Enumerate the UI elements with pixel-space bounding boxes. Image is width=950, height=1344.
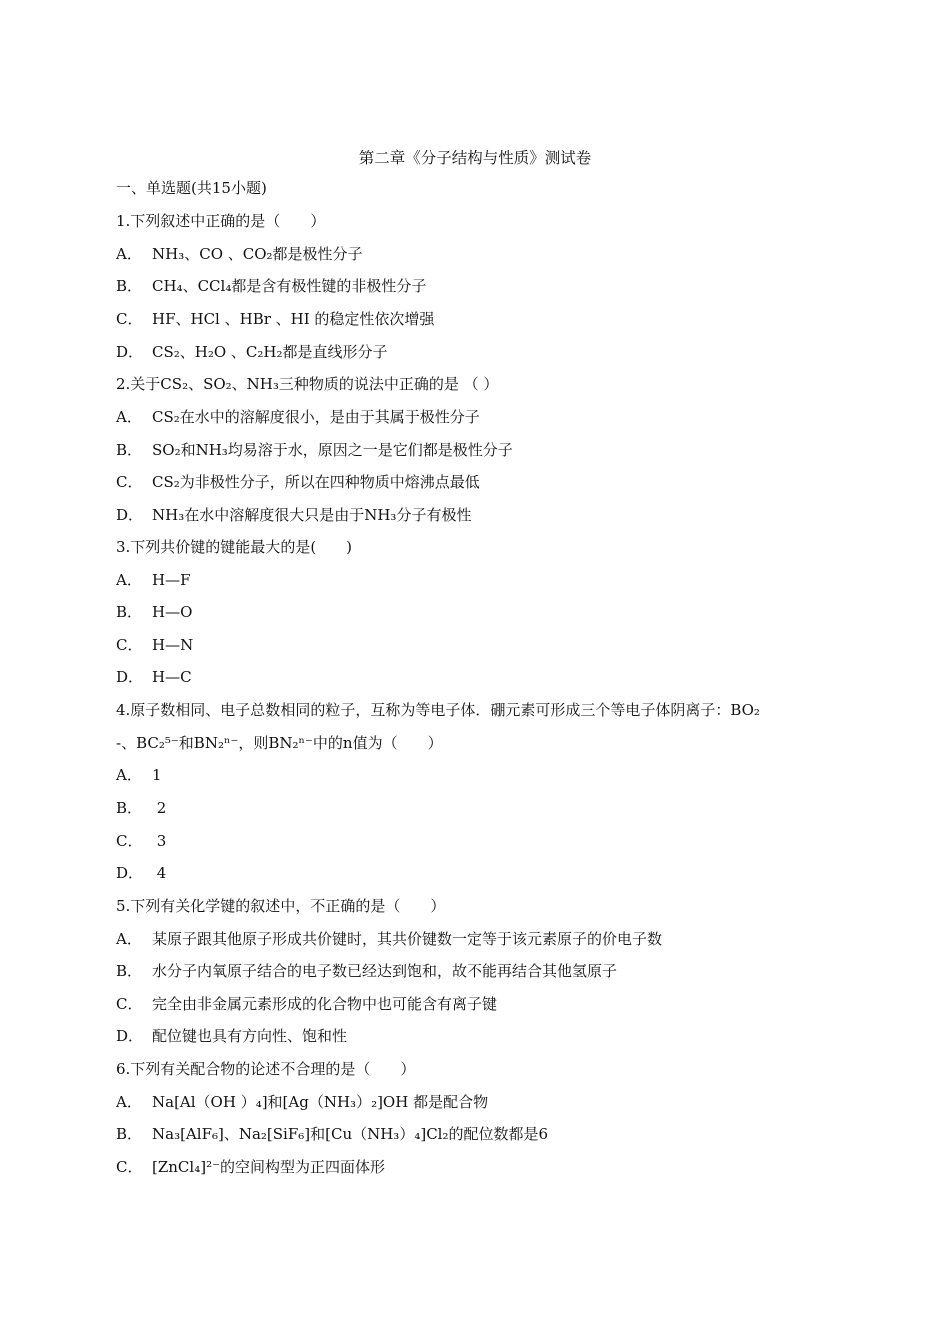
question-1-option-b: B． CH₄、CCl₄都是含有极性键的非极性分子 (116, 277, 427, 295)
question-3-option-c: C． H—N (116, 636, 194, 654)
question-1-option-a: A． NH₃、CO 、CO₂都是极性分子 (116, 245, 363, 263)
question-5-option-c: C． 完全由非金属元素形成的化合物中也可能含有离子键 (116, 995, 498, 1013)
question-4-stem-continued: -、BC₂⁵⁻和BN₂ⁿ⁻，则BN₂ⁿ⁻中的n值为（ ） (116, 734, 443, 752)
question-4-option-a: A． 1 (116, 766, 162, 784)
question-5-option-b: B． 水分子内氧原子结合的电子数已经达到饱和，故不能再结合其他氢原子 (116, 962, 618, 980)
question-3-stem: 3.下列共价键的键能最大的是( ) (116, 538, 353, 556)
question-6-option-a: A． Na[Al（OH ）₄]和[Ag（NH₃）₂]OH 都是配合物 (116, 1093, 489, 1111)
question-1-option-d: D． CS₂、H₂O 、C₂H₂都是直线形分子 (116, 343, 388, 361)
question-1-stem: 1.下列叙述中正确的是（ ） (116, 212, 326, 230)
question-4-option-b: B． 2 (116, 799, 167, 817)
question-5-stem: 5.下列有关化学键的叙述中，不正确的是（ ） (116, 897, 446, 915)
section-heading: 一、单选题(共15小题) (116, 179, 267, 197)
question-5-option-d: D． 配位键也具有方向性、饱和性 (116, 1027, 348, 1045)
question-6-option-c: C． [ZnCl₄]²⁻的空间构型为正四面体形 (116, 1158, 386, 1176)
question-2-stem: 2.关于CS₂、SO₂、NH₃三种物质的说法中正确的是 （ ） (116, 375, 499, 393)
question-4-option-c: C． 3 (116, 832, 167, 850)
question-6-option-b: B． Na₃[AlF₆]、Na₂[SiF₆]和[Cu（NH₃）₄]Cl₂的配位数都是6 (116, 1125, 549, 1143)
question-2-option-b: B． SO₂和NH₃均易溶于水，原因之一是它们都是极性分子 (116, 441, 513, 459)
question-2-option-d: D． NH₃在水中溶解度很大只是由于NH₃分子有极性 (116, 506, 472, 524)
question-1-option-c: C． HF、HCl 、HBr 、HI 的稳定性依次增强 (116, 310, 435, 328)
question-3-option-a: A． H—F (116, 571, 191, 589)
question-4-stem: 4.原子数相同、电子总数相同的粒子，互称为等电子体．硼元素可形成三个等电子体阴离子：BO₂ (116, 701, 760, 719)
question-3-option-d: D． H—C (116, 668, 192, 686)
question-2-option-a: A． CS₂在水中的溶解度很小，是由于其属于极性分子 (116, 408, 480, 426)
question-5-option-a: A． 某原子跟其他原子形成共价键时，其共价键数一定等于该元素原子的价电子数 (116, 930, 663, 948)
question-2-option-c: C． CS₂为非极性分子，所以在四种物质中熔沸点最低 (116, 473, 480, 491)
document-title: 第二章《分子结构与性质》测试卷 (358, 149, 592, 167)
question-3-option-b: B． H—O (116, 603, 193, 621)
question-4-option-d: D． 4 (116, 864, 167, 882)
question-6-stem: 6.下列有关配合物的论述不合理的是（ ） (116, 1060, 416, 1078)
